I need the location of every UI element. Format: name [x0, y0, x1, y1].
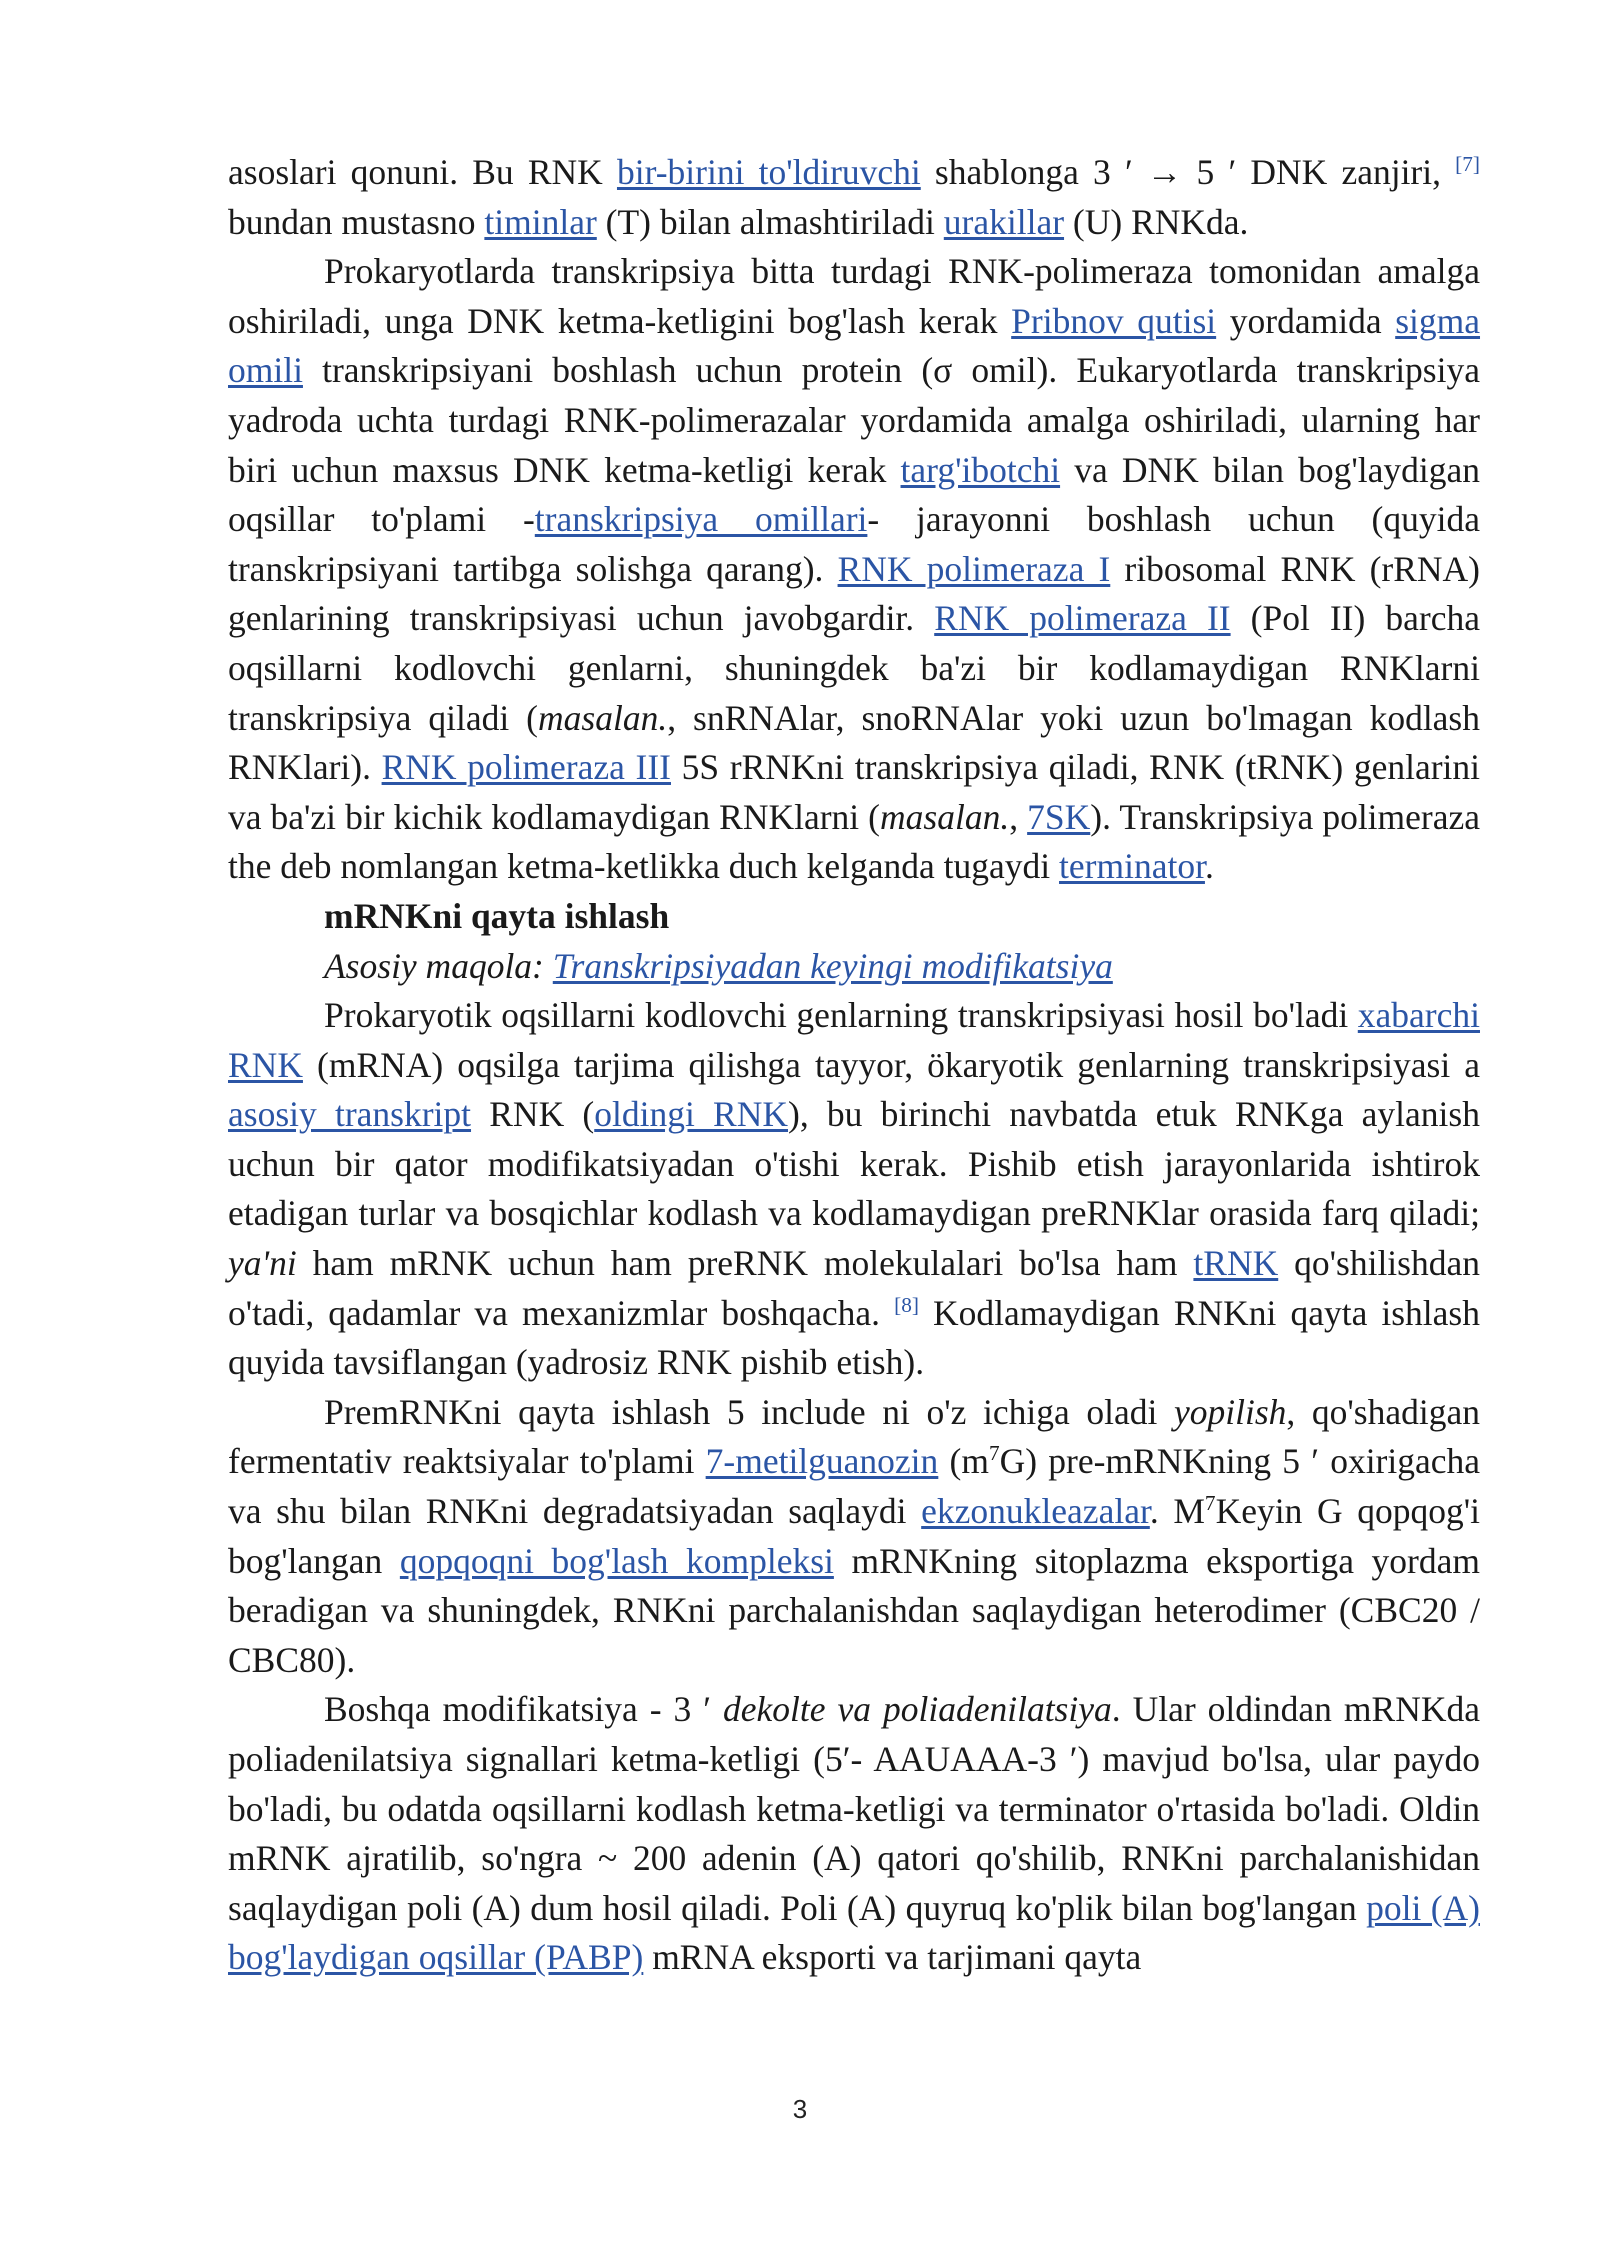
text: - jarayonni boshlash uchun (quyida transkripsiyani tartibga solishga qarang).	[228, 499, 1480, 589]
citation-7[interactable]	[1455, 152, 1480, 176]
link-terminator[interactable]: terminator	[1059, 846, 1205, 887]
text: ,	[1009, 796, 1028, 837]
text: yordamida	[1216, 300, 1396, 341]
text: ), bu birinchi navbatda etuk RNKga aylanish uchun bir qator modifikatsiyadan o'tishi kerak. Pishib etish jarayonlarida ishtirok etadigan turlar va bosqichlar kodlash va kodlamaydigan preRNKlar orasida farq qiladi;	[228, 1094, 1480, 1234]
text: 5S rRNKni transkripsiya qiladi, RNK (tRNK) genlarini va ba'zi bir kichik kodlamaydigan RNKlarni (	[228, 747, 1480, 837]
text: .	[1204, 846, 1214, 887]
page-number: 3	[792, 2094, 808, 2124]
link-primary-transcript[interactable]: asosiy transkript	[228, 1094, 472, 1135]
text: ribosomal RNK (rRNA) genlarining transkripsiyasi uchun javobgardir.	[228, 548, 1481, 639]
text: va DNK bilan bog'laydigan oqsillar to'plami -	[228, 449, 1480, 540]
link-rna-polymerase-2[interactable]: RNK polimeraza II	[934, 598, 1231, 639]
text: mRNKning sitoplazma eksportiga yordam beradigan va shuningdek, RNKni parchalanishdan saqlaydigan heterodimer (CBC20 / CBC80).	[228, 1540, 1480, 1680]
italic-text: masalan.	[538, 697, 668, 738]
link-uracil[interactable]: urakillar	[943, 201, 1065, 242]
superscript: 7	[988, 1441, 1000, 1466]
section-heading: mRNKni qayta ishlash	[324, 895, 670, 936]
italic-text: ya'ni	[228, 1243, 297, 1284]
text: (U) RNKda.	[1064, 201, 1249, 242]
text: qo'shilishdan o'tadi, qadamlar va mexanizmlar boshqacha.	[228, 1243, 1480, 1333]
text: . Ular oldindan mRNKda poliadenilatsiya signallari ketma-ketligi (5′- AAUAAA-3 ′) mavjud bo'lsa, ular paydo bo'ladi, bu odatda oqsillarni kodlash ketma-ketligi va terminator o'rtasida bo'ladi. Oldin mRNK ajratilib, so'ngra ~ 200 adenin (A) qatori qo'shilib, RNKni parchalanishidan saqlaydigan poli (A) dum hosil qiladi. Poli (A) quyruq ko'plik bilan bog'langan	[228, 1689, 1480, 1928]
superscript: 7	[1204, 1491, 1216, 1516]
text: PremRNKni qayta ishlash 5 include ni o'z ichiga oladi	[324, 1391, 1174, 1432]
italic-text: masalan.	[880, 796, 1010, 837]
text: Prokaryotlarda transkripsiya bitta turdagi RNK-polimeraza tomonidan amalga oshiriladi, unga DNK ketma-ketligini bog'lash kerak	[228, 251, 1480, 341]
text: . M	[1149, 1491, 1205, 1532]
link-pre-rna[interactable]: oldingi RNK	[594, 1094, 789, 1135]
citation-link[interactable]: [8]	[894, 1292, 919, 1317]
paragraph-polyadenylation	[228, 1685, 1480, 1983]
link-complementary[interactable]: bir-birini to'ldiruvchi	[616, 152, 921, 192]
text: mRNA eksporti va tarjimani qayta	[643, 1937, 1142, 1978]
link-cap-binding-complex[interactable]: qopqoqni bog'lash kompleksi	[399, 1540, 834, 1581]
text: (Pol II) barcha oqsillarni kodlovchi genlarni, shuningdek ba'zi bir kodlamaydigan RNKlarni transkripsiya qiladi (	[228, 598, 1480, 738]
document-body	[228, 148, 1480, 1983]
italic-text: dekolte va poliadenilatsiya	[711, 1689, 1112, 1730]
main-article-note	[228, 942, 1480, 992]
link-exonucleases[interactable]: ekzonukleazalar	[921, 1491, 1150, 1532]
text: Keyin G qopqog'i bog'langan	[228, 1491, 1480, 1581]
citation-8[interactable]	[894, 1293, 919, 1317]
paragraph-capping	[228, 1388, 1480, 1686]
italic-text: yopilish	[1174, 1391, 1287, 1432]
citation-link[interactable]: [7]	[1455, 152, 1480, 177]
paragraph-transcription	[228, 247, 1480, 892]
text: bundan mustasno	[228, 201, 485, 242]
text: transkripsiyani boshlash uchun protein (σ omil). Eukaryotlarda transkripsiya yadroda uchta turdagi RNK-polimerazalar yordamida amalga oshiriladi, ularning har biri uchun maxsus DNK ketma-ketligi kerak	[228, 350, 1480, 490]
link-pabp[interactable]: poli (A) bog'laydigan oqsillar (PABP)	[228, 1887, 1480, 1978]
link-promoter[interactable]: targ'ibotchi	[900, 449, 1061, 490]
main-article-label: Asosiy maqola:	[324, 945, 553, 986]
text: shablonga 3 ′ → 5 ′ DNK zanjiri,	[920, 152, 1456, 192]
text: asoslari qonuni. Bu RNK	[228, 152, 617, 192]
text: (m	[938, 1441, 989, 1482]
text: Kodlamaydigan RNKni qayta ishlash quyida tavsiflangan (yadrosiz RNK pishib etish).	[228, 1292, 1480, 1383]
link-rna-polymerase-1[interactable]: RNK polimeraza I	[837, 548, 1111, 589]
text: , qo'shadigan fermentativ reaktsiyalar to'plami	[228, 1391, 1480, 1482]
link-7sk[interactable]: 7SK	[1027, 796, 1091, 837]
link-messenger-rna[interactable]: xabarchi RNK	[228, 995, 1480, 1085]
link-pribnov-box[interactable]: Pribnov qutisi	[1011, 300, 1217, 341]
text: ham mRNK uchun ham preRNK molekulalari bo'lsa ham	[296, 1243, 1194, 1284]
paragraph-base-pairing	[228, 148, 1480, 247]
text: Prokaryotik oqsillarni kodlovchi genlarning transkripsiyasi hosil bo'ladi	[324, 995, 1358, 1036]
link-thymine[interactable]: timinlar	[484, 201, 597, 242]
link-trna[interactable]: tRNK	[1193, 1243, 1279, 1284]
text: RNK (	[471, 1094, 595, 1135]
link-sigma-factor[interactable]: sigma omili	[228, 300, 1481, 391]
text: Boshqa modifikatsiya - 3 ′	[324, 1689, 712, 1730]
link-rna-polymerase-3[interactable]: RNK polimeraza III	[381, 747, 671, 788]
text: (mRNA) oqsilga tarjima qilishga tayyor, ökaryotik genlarning transkripsiyasi a	[302, 1044, 1480, 1085]
text: , snRNAlar, snoRNAlar yoki uzun bo'lmagan kodlash RNKlari).	[228, 697, 1480, 788]
link-7-methylguanosine[interactable]: 7-metilguanozin	[705, 1441, 939, 1482]
text: G) pre-mRNKning 5 ′ oxirigacha va shu bilan RNKni degradatsiyadan saqlaydi	[228, 1441, 1481, 1532]
link-transcription-factors[interactable]: transkripsiya omillari	[534, 499, 868, 540]
link-main-article[interactable]: Transkripsiyadan keyingi modifikatsiya	[552, 945, 1113, 986]
text: ). Transkripsiya polimeraza the deb nomlangan ketma-ketlikka duch kelganda tugaydi	[228, 796, 1480, 887]
text: (T) bilan almashtiriladi	[596, 201, 944, 242]
paragraph-mrna-processing	[228, 991, 1480, 1388]
